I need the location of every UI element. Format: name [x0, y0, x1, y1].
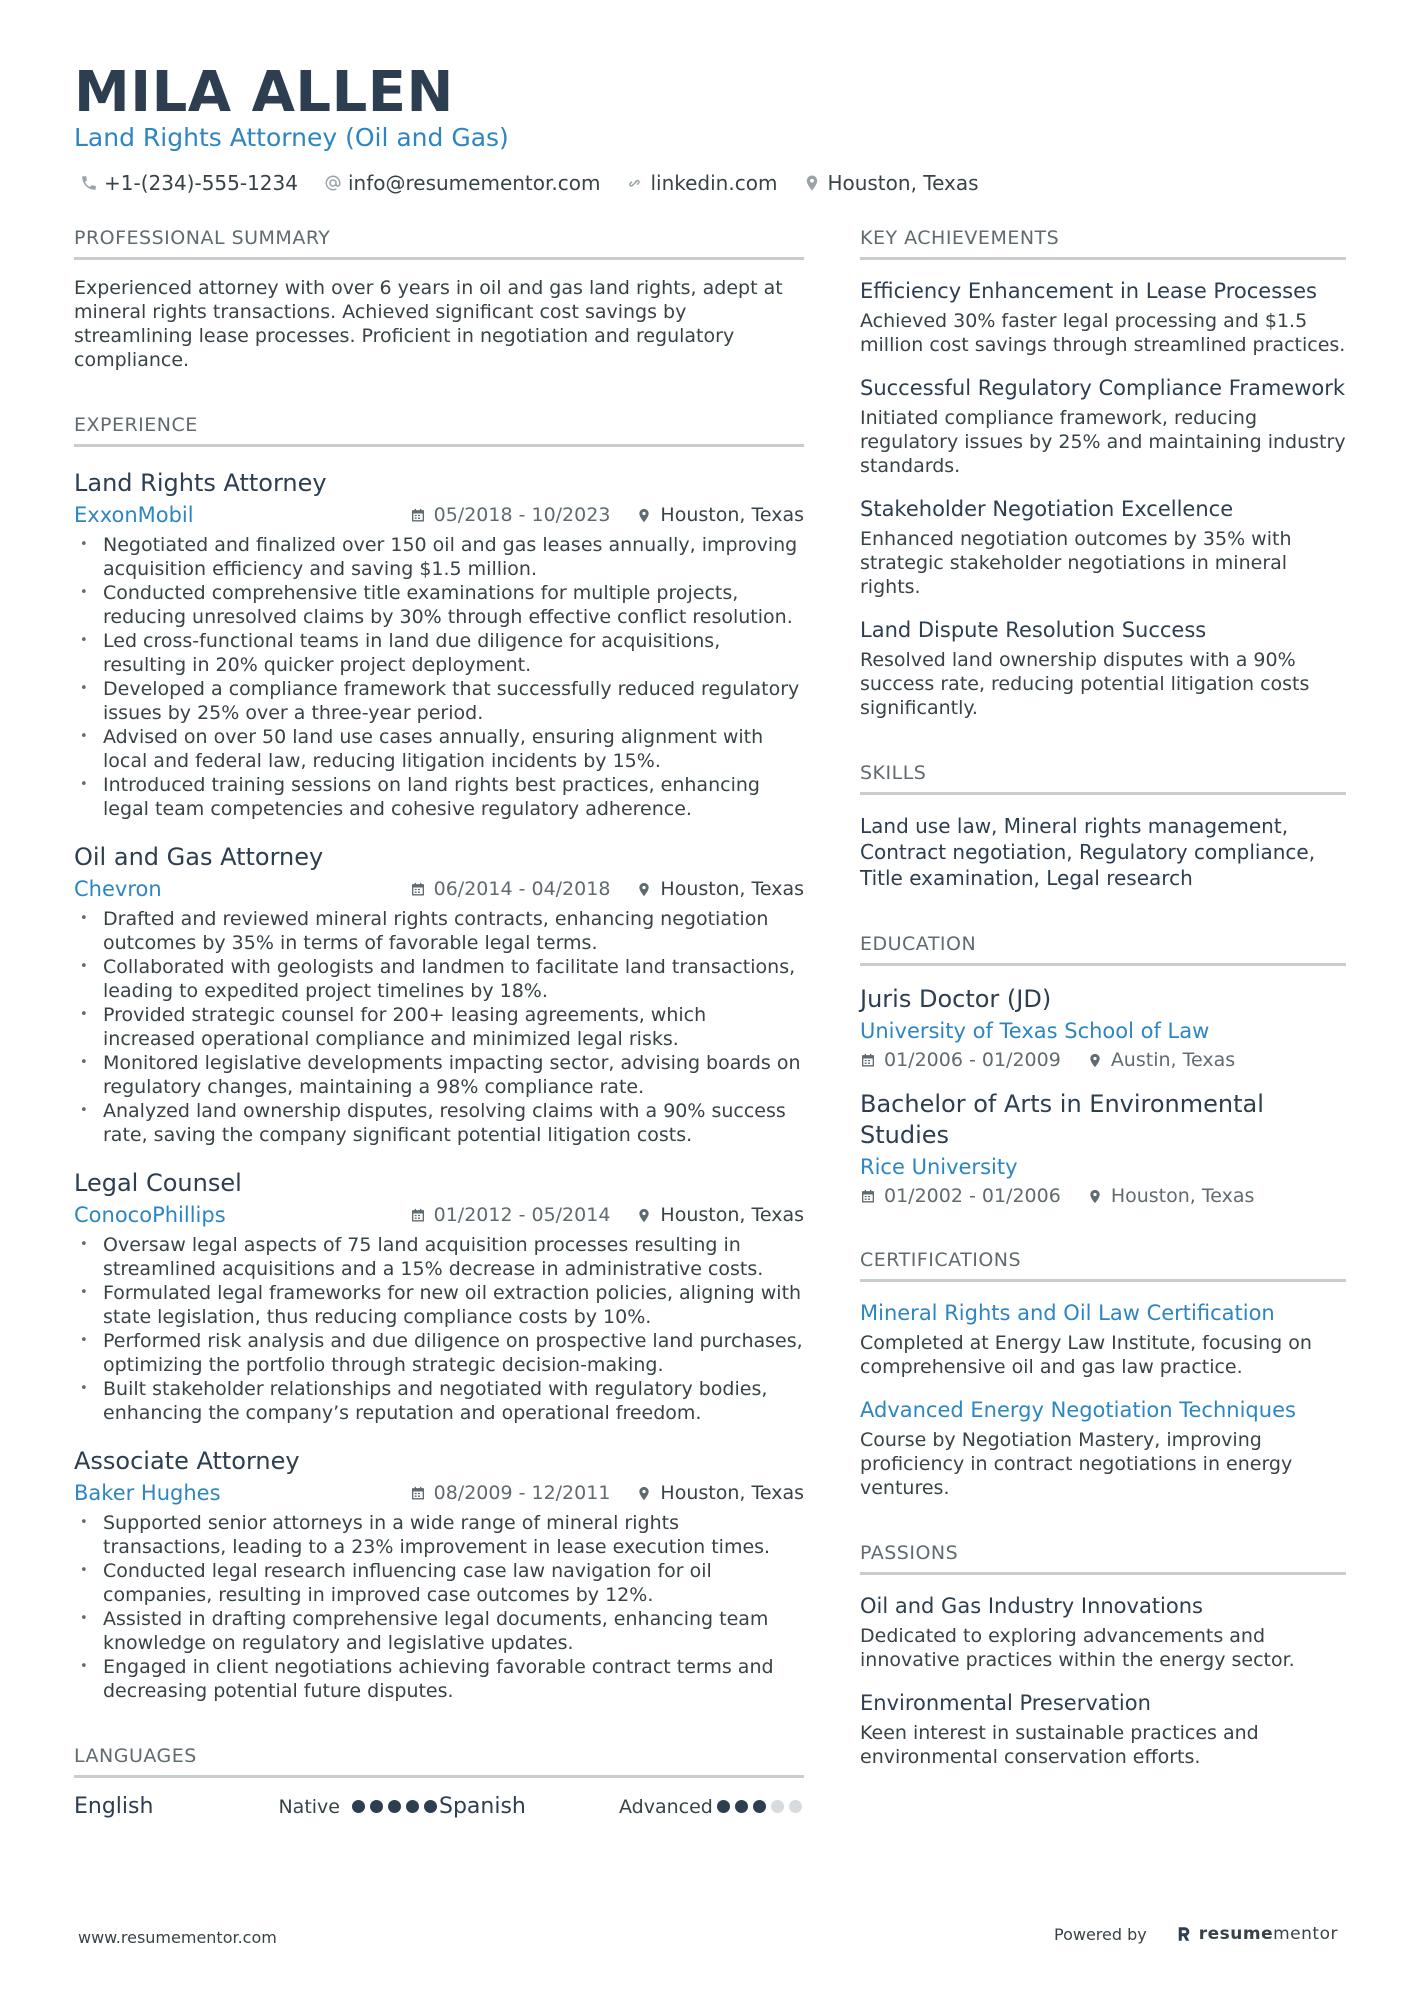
language-rating — [352, 1800, 437, 1813]
job-bullets — [74, 907, 804, 1147]
summary-text: Experienced attorney with over 6 years in oil and gas land rights, adept at mineral rights transactions. Achieved significant cost savings by streamlining lease processes. Proficient in negotiation and regulatory compliance. — [74, 277, 783, 371]
skills-heading: SKILLS — [860, 760, 1346, 795]
skills-text: Land use law, Mineral rights management, Contract negotiation, Regulatory compliance, Title examination, Legal research — [860, 814, 1316, 890]
passion-desc: Keen interest in sustainable practices and environmental conservation efforts. — [860, 1722, 1259, 1768]
job-bullet: • Built stakeholder relationships and negotiated with regulatory bodies, enhancing the company’s reputation and operational freedom. — [74, 1377, 804, 1425]
job-entry — [74, 1445, 804, 1703]
passions-list — [860, 1593, 1346, 1769]
location-pin-icon — [1087, 1052, 1103, 1069]
job-bullet: • Collaborated with geologists and landmen to facilitate land transactions, leading to expedited project timelines by 18%. — [74, 955, 804, 1003]
job-meta-right — [410, 504, 804, 526]
passion-title: Environmental Preservation — [860, 1691, 1151, 1715]
achievement-title: Efficiency Enhancement in Lease Processes — [860, 279, 1317, 303]
rating-dot — [424, 1800, 437, 1813]
passion-desc: Dedicated to exploring advancements and innovative practices within the energy sector. — [860, 1625, 1295, 1671]
calendar-icon-svg — [410, 507, 426, 524]
contact-phone — [80, 170, 298, 196]
company-name: Chevron — [74, 877, 162, 901]
education-meta — [860, 1185, 1346, 1207]
company-name: Baker Hughes — [74, 1481, 221, 1505]
footer-brand — [1054, 1924, 1338, 1944]
achievements-list — [860, 278, 1346, 720]
job-entry — [74, 1167, 804, 1425]
education-section — [860, 931, 1346, 1207]
job-dates-wrap — [410, 1204, 611, 1226]
job-bullets — [74, 1511, 804, 1703]
calendar-icon — [860, 1052, 876, 1069]
passion-item — [860, 1690, 1346, 1769]
job-bullet: • Provided strategic counsel for 200+ leasing agreements, which increased operational compliance and minimized legal risks. — [74, 1003, 804, 1051]
brand-bold: resume — [1198, 1924, 1274, 1944]
location-pin-icon-svg — [636, 881, 652, 898]
language-name: Spanish — [439, 1794, 526, 1819]
passions-heading: PASSIONS — [860, 1540, 1346, 1575]
job-title: Land Rights Attorney — [74, 469, 327, 497]
job-title: Legal Counsel — [74, 1169, 242, 1197]
achievement-item — [860, 278, 1346, 357]
certification-desc: Completed at Energy Law Institute, focusing on comprehensive oil and gas law practice. — [860, 1332, 1312, 1378]
brand-rest: mentor — [1273, 1924, 1338, 1944]
rating-dot — [735, 1800, 748, 1813]
job-dates-wrap — [410, 1482, 611, 1504]
job-meta-right — [410, 1204, 804, 1226]
job-bullet: • Performed risk analysis and due diligence on prospective land purchases, optimizing the portfolio through strategic decision-making. — [74, 1329, 804, 1377]
location-pin-icon — [636, 1207, 652, 1224]
job-meta — [74, 875, 804, 903]
location-pin-icon-svg — [636, 1207, 652, 1224]
job-bullet: • Conducted comprehensive title examinations for multiple projects, reducing unresolved claims by 30% through effective conflict resolution. — [74, 581, 804, 629]
rating-dot — [352, 1800, 365, 1813]
language-item — [439, 1794, 804, 1819]
experience-list — [74, 467, 804, 1703]
certification-item — [860, 1397, 1346, 1500]
company-name: ConocoPhillips — [74, 1203, 226, 1227]
job-meta-right — [410, 878, 804, 900]
education-item — [860, 984, 1346, 1071]
at-icon — [324, 174, 342, 192]
phone-icon — [80, 174, 98, 192]
job-bullet: • Formulated legal frameworks for new oil extraction policies, aligning with state legislation, thus reducing compliance costs by 10%. — [74, 1281, 804, 1329]
job-dates: 06/2014 - 04/2018 — [433, 878, 611, 900]
location-pin-icon — [1087, 1188, 1103, 1205]
achievement-desc: Achieved 30% faster legal processing and $1.5 million cost savings through streamlined practices. — [860, 310, 1346, 356]
brand-logo-icon — [1175, 1925, 1193, 1943]
language-level: Native — [278, 1795, 340, 1818]
education-school: University of Texas School of Law — [860, 1019, 1210, 1043]
rating-dot — [789, 1800, 802, 1813]
job-bullet: • Developed a compliance framework that successfully reduced regulatory issues by 25% over a three-year period. — [74, 677, 804, 725]
achievements-section — [860, 225, 1346, 720]
job-meta-right — [410, 1482, 804, 1504]
job-bullet: • Conducted legal research influencing case law navigation for oil companies, resulting in improved case outcomes by 12%. — [74, 1559, 804, 1607]
job-dates: 08/2009 - 12/2011 — [433, 1482, 611, 1504]
job-entry — [74, 467, 804, 821]
calendar-icon — [410, 1207, 426, 1224]
location-pin-icon — [636, 1485, 652, 1502]
experience-section — [74, 412, 804, 1703]
education-degree: Bachelor of Arts in Environmental Studies — [860, 1090, 1264, 1149]
certification-desc: Course by Negotiation Mastery, improving proficiency in contract negotiations in energy ventures. — [860, 1429, 1293, 1499]
location-pin-icon — [636, 507, 652, 524]
job-meta — [74, 1201, 804, 1229]
achievement-desc: Enhanced negotiation outcomes by 35% with strategic stakeholder negotiations in mineral rights. — [860, 528, 1292, 598]
job-bullet: • Analyzed land ownership disputes, resolving claims with a 90% success rate, saving the company significant potential litigation costs. — [74, 1099, 804, 1147]
experience-heading: EXPERIENCE — [74, 412, 804, 447]
location-pin-icon — [636, 881, 652, 898]
job-bullet: • Advised on over 50 land use cases annually, ensuring alignment with local and federal law, reducing litigation incidents by 15%. — [74, 725, 804, 773]
certifications-section — [860, 1247, 1346, 1500]
achievement-item — [860, 496, 1346, 599]
languages-section — [74, 1743, 804, 1819]
contact-bar — [80, 170, 979, 196]
job-location: Houston, Texas — [660, 504, 804, 526]
brand-logo[interactable] — [1175, 1924, 1338, 1944]
rating-dot — [771, 1800, 784, 1813]
achievement-desc: Resolved land ownership disputes with a 90% success rate, reducing potential litigation costs significantly. — [860, 649, 1310, 719]
education-item — [860, 1089, 1346, 1207]
job-meta — [74, 1479, 804, 1507]
linkedin-text: linkedin.com — [650, 171, 778, 195]
education-dates: 01/2006 - 01/2009 — [884, 1049, 1061, 1071]
job-bullet: • Negotiated and finalized over 150 oil and gas leases annually, improving acquisition efficiency and saving $1.5 million. — [74, 533, 804, 581]
rating-dot — [388, 1800, 401, 1813]
job-location-wrap — [636, 878, 804, 900]
job-location-wrap — [636, 1204, 804, 1226]
language-level: Advanced — [619, 1795, 713, 1818]
education-location-wrap — [1087, 1049, 1235, 1071]
company-name: ExxonMobil — [74, 503, 194, 527]
languages-heading: LANGUAGES — [74, 1743, 804, 1778]
job-entry — [74, 841, 804, 1147]
footer-website[interactable]: www.resumementor.com — [78, 1928, 277, 1947]
job-location: Houston, Texas — [660, 1482, 804, 1504]
calendar-icon-svg — [860, 1052, 876, 1069]
skills-section — [860, 760, 1346, 891]
link-icon — [626, 174, 644, 192]
job-bullet: • Led cross-functional teams in land due diligence for acquisitions, resulting in 20% quicker project deployment. — [74, 629, 804, 677]
education-heading: EDUCATION — [860, 931, 1346, 966]
job-bullet: • Oversaw legal aspects of 75 land acquisition processes resulting in streamlined acquisitions and a 15% decrease in administrative costs. — [74, 1233, 804, 1281]
achievement-desc: Initiated compliance framework, reducing regulatory issues by 25% and maintaining industry standards. — [860, 407, 1346, 477]
job-location-wrap — [636, 504, 804, 526]
calendar-icon-svg — [410, 1485, 426, 1502]
contact-linkedin[interactable] — [626, 170, 777, 196]
location-pin-icon — [803, 174, 821, 192]
passion-item — [860, 1593, 1346, 1672]
calendar-icon-svg — [860, 1188, 876, 1205]
achievement-item — [860, 617, 1346, 720]
education-location-wrap — [1087, 1185, 1255, 1207]
education-location: Austin, Texas — [1110, 1049, 1236, 1071]
email-text: info@resumementor.com — [347, 171, 601, 195]
location-pin-icon-svg — [1087, 1188, 1103, 1205]
rating-dot — [753, 1800, 766, 1813]
education-list — [860, 984, 1346, 1207]
achievement-title: Land Dispute Resolution Success — [860, 618, 1207, 642]
location-pin-icon-svg — [636, 507, 652, 524]
certifications-heading: CERTIFICATIONS — [860, 1247, 1346, 1282]
language-rating — [717, 1800, 802, 1813]
certifications-list — [860, 1300, 1346, 1500]
education-meta — [860, 1049, 1346, 1071]
job-dates: 01/2012 - 05/2014 — [433, 1204, 611, 1226]
calendar-icon-svg — [410, 1207, 426, 1224]
certification-title: Mineral Rights and Oil Law Certification — [860, 1301, 1275, 1325]
job-bullet: • Assisted in drafting comprehensive legal documents, enhancing team knowledge on regulatory and legislative updates. — [74, 1607, 804, 1655]
location-pin-icon-svg — [1087, 1052, 1103, 1069]
contact-email[interactable] — [324, 170, 600, 196]
job-location-wrap — [636, 1482, 804, 1504]
job-dates-wrap — [410, 878, 611, 900]
languages-list — [74, 1794, 804, 1819]
education-dates-wrap — [860, 1185, 1061, 1207]
passions-section — [860, 1540, 1346, 1769]
location-pin-icon-svg — [636, 1485, 652, 1502]
left-column — [74, 225, 804, 1819]
job-bullet: • Engaged in client negotiations achieving favorable contract terms and decreasing potential future disputes. — [74, 1655, 804, 1703]
certification-item — [860, 1300, 1346, 1379]
phone-text: +1-(234)-555-1234 — [104, 171, 298, 195]
job-location: Houston, Texas — [660, 1204, 804, 1226]
powered-by-text: Powered by — [1054, 1924, 1147, 1944]
achievement-title: Stakeholder Negotiation Excellence — [860, 497, 1234, 521]
right-column — [860, 225, 1346, 1769]
job-bullet: • Introduced training sessions on land rights best practices, enhancing legal team competencies and cohesive regulatory adherence. — [74, 773, 804, 821]
summary-section — [74, 225, 804, 372]
calendar-icon — [410, 1485, 426, 1502]
calendar-icon-svg — [410, 881, 426, 898]
achievement-title: Successful Regulatory Compliance Framework — [860, 376, 1346, 400]
education-location: Houston, Texas — [1110, 1185, 1255, 1207]
candidate-name: MILA ALLEN — [74, 60, 454, 125]
rating-dot — [370, 1800, 383, 1813]
job-bullet: • Supported senior attorneys in a wide range of mineral rights transactions, leading to a 23% improvement in lease execution times. — [74, 1511, 804, 1559]
calendar-icon — [410, 881, 426, 898]
summary-heading: PROFESSIONAL SUMMARY — [74, 225, 804, 260]
job-bullets — [74, 1233, 804, 1425]
language-item — [74, 1794, 439, 1819]
education-dates-wrap — [860, 1049, 1061, 1071]
contact-location — [803, 170, 978, 196]
education-school: Rice University — [860, 1155, 1018, 1179]
location-text: Houston, Texas — [827, 171, 979, 195]
candidate-role: Land Rights Attorney (Oil and Gas) — [74, 123, 509, 152]
calendar-icon — [860, 1188, 876, 1205]
job-dates-wrap — [410, 504, 611, 526]
rating-dot — [406, 1800, 419, 1813]
calendar-icon — [410, 507, 426, 524]
achievements-heading: KEY ACHIEVEMENTS — [860, 225, 1346, 260]
certification-title: Advanced Energy Negotiation Techniques — [860, 1398, 1296, 1422]
education-dates: 01/2002 - 01/2006 — [884, 1185, 1061, 1207]
job-bullet: • Drafted and reviewed mineral rights contracts, enhancing negotiation outcomes by 35% in terms of favorable legal terms. — [74, 907, 804, 955]
rating-dot — [717, 1800, 730, 1813]
job-bullet: • Monitored legislative developments impacting sector, advising boards on regulatory changes, maintaining a 98% compliance rate. — [74, 1051, 804, 1099]
job-meta — [74, 501, 804, 529]
job-location: Houston, Texas — [660, 878, 804, 900]
passion-title: Oil and Gas Industry Innovations — [860, 1594, 1203, 1618]
achievement-item — [860, 375, 1346, 478]
job-title: Oil and Gas Attorney — [74, 843, 324, 871]
job-bullets — [74, 533, 804, 821]
job-title: Associate Attorney — [74, 1447, 300, 1475]
job-dates: 05/2018 - 10/2023 — [433, 504, 611, 526]
language-name: English — [74, 1794, 154, 1819]
education-degree: Juris Doctor (JD) — [860, 985, 1052, 1013]
